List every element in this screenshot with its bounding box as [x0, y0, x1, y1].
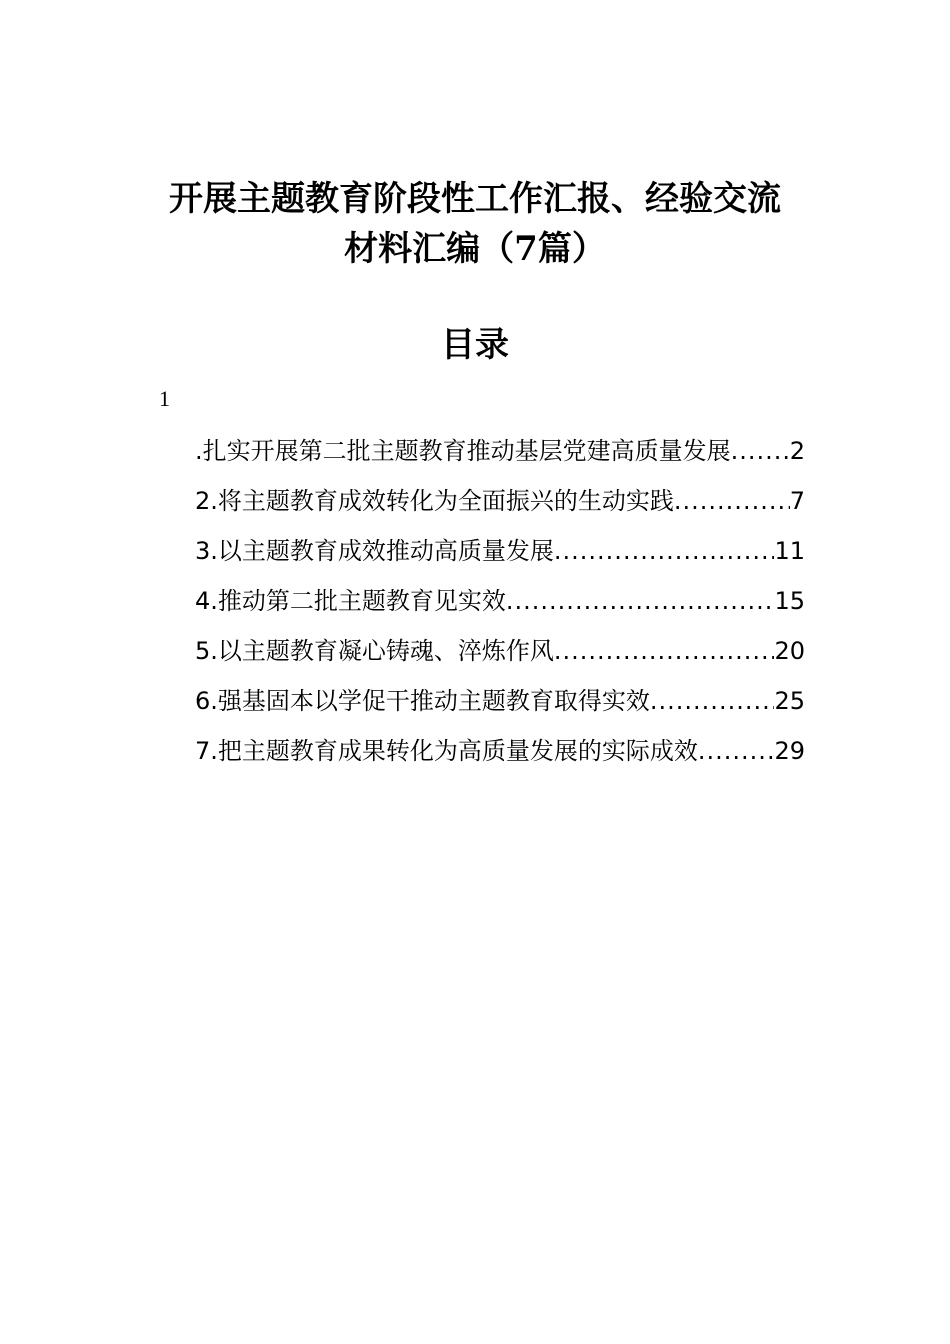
toc-page-number: 20	[774, 637, 805, 665]
toc-entry-title: 3.以主题教育成效推动高质量发展	[195, 537, 554, 565]
toc-entry-6[interactable]	[195, 676, 805, 726]
toc-dot-leader	[731, 426, 790, 476]
toc-entry-1[interactable]	[195, 426, 805, 476]
toc-dot-leader	[674, 476, 790, 526]
toc-entry-title: 2.将主题教育成效转化为全面振兴的生动实践	[195, 487, 674, 515]
toc-entry-title: 5.以主题教育凝心铸魂、淬炼作风	[195, 637, 554, 665]
document-title-line-1: 开展主题教育阶段性工作汇报、经验交流	[169, 179, 781, 219]
toc-entry-title: 7.把主题教育成果转化为高质量发展的实际成效	[195, 737, 698, 765]
toc-page-number: 25	[774, 687, 805, 715]
toc-page-number: 29	[774, 737, 805, 765]
toc-heading: 目录	[441, 325, 509, 365]
toc-entry-5[interactable]	[195, 626, 805, 676]
toc-entry-2[interactable]	[195, 476, 805, 526]
toc-dot-leader	[698, 726, 775, 776]
toc-page-number: 11	[774, 537, 805, 565]
toc-page-number: 2	[789, 437, 805, 465]
toc-dot-leader	[554, 526, 775, 576]
toc-entry-title: 4.推动第二批主题教育见实效	[195, 587, 506, 615]
toc-dot-leader	[506, 576, 775, 626]
toc-entry-7[interactable]	[195, 726, 805, 776]
toc-dot-leader	[650, 676, 775, 726]
toc-entry-4[interactable]	[195, 576, 805, 626]
toc-page-number: 7	[789, 487, 805, 515]
toc-entry-title: 6.强基固本以学促干推动主题教育取得实效	[195, 687, 650, 715]
toc-dot-leader	[554, 626, 775, 676]
table-of-contents	[195, 426, 805, 776]
toc-page-number: 15	[774, 587, 805, 615]
toc-entry-3[interactable]	[195, 526, 805, 576]
list-number: 1	[159, 386, 170, 411]
toc-entry-title: .扎实开展第二批主题教育推动基层党建高质量发展	[195, 437, 731, 465]
document-title-line-2: 材料汇编（7篇）	[344, 229, 606, 269]
